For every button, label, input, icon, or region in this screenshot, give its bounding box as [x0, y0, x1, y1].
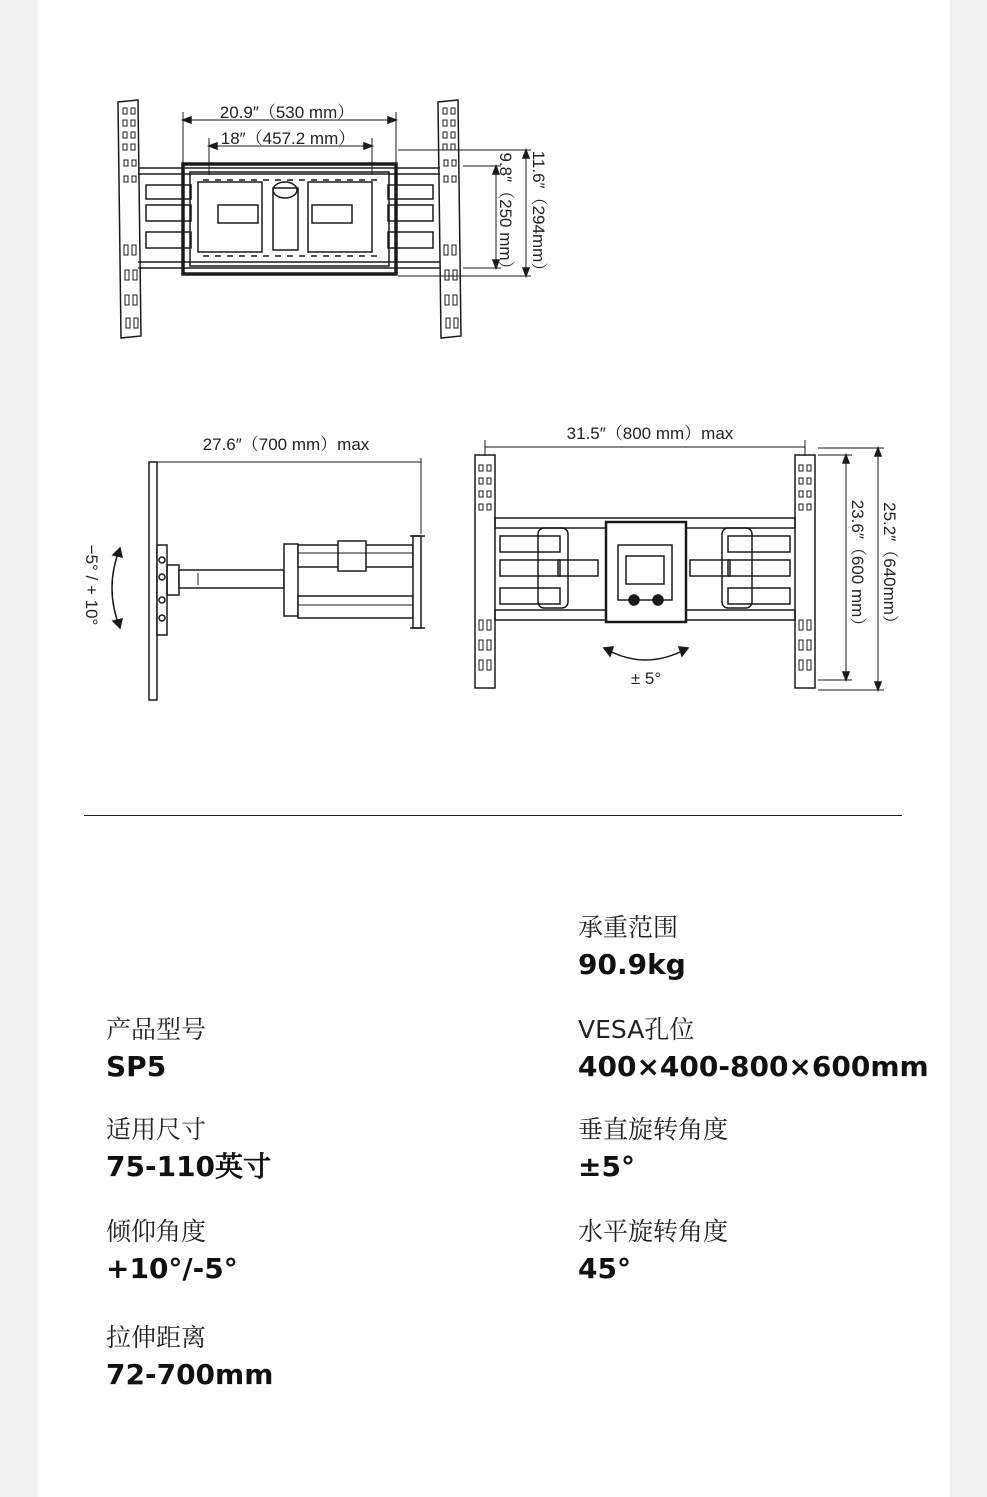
spec-value: 75-110英寸 [106, 1150, 272, 1183]
spec-label: VESA孔位 [578, 1015, 695, 1044]
front-mount-diagram [475, 424, 899, 690]
spec-tilt [106, 1216, 238, 1288]
spec-vesa [578, 1014, 929, 1086]
top-outer-width-label: 20.9″（530 mm） [219, 103, 355, 122]
spec-value: +10°/-5° [106, 1252, 238, 1285]
side-profile-diagram [82, 435, 425, 700]
spec-value: ±5° [578, 1150, 635, 1183]
spec-label: 倾仰角度 [106, 1217, 207, 1246]
spec-extension [106, 1322, 273, 1394]
top-inner-height-label: 9.8″（250 mm） [496, 152, 515, 278]
front-inner-height-label: 23.6″（600 mm） [848, 499, 867, 635]
top-outer-height-label: 11.6″（294mm） [529, 150, 548, 280]
spec-value: 45° [578, 1252, 631, 1285]
spec-value: 90.9kg [578, 948, 686, 981]
spec-vertical-rotation [578, 1114, 728, 1186]
spec-label: 拉伸距离 [106, 1323, 207, 1352]
top-inner-width-label: 18″（457.2 mm） [220, 129, 356, 148]
spec-label: 水平旋转角度 [578, 1217, 729, 1246]
dimension-drawings [38, 0, 950, 800]
spec-value: 72-700mm [106, 1358, 274, 1391]
front-outer-height-label: 25.2″（640mm） [880, 502, 899, 632]
spec-horizontal-rotation [578, 1216, 728, 1288]
spec-load-capacity [578, 912, 686, 984]
spec-label: 承重范围 [578, 913, 679, 942]
side-tilt-label: −5° / + 10° [82, 544, 101, 626]
section-divider [84, 815, 902, 816]
spec-value: SP5 [106, 1050, 167, 1083]
spec-screen-size [106, 1114, 271, 1186]
front-swivel-label: ± 5° [630, 669, 662, 688]
spec-label: 产品型号 [106, 1015, 207, 1044]
spec-value: 400×400-800×600mm [578, 1050, 929, 1083]
spec-model [106, 1014, 206, 1086]
top-mount-diagram [118, 100, 548, 338]
side-extension-label: 27.6″（700 mm）max [202, 435, 370, 454]
spec-label: 适用尺寸 [106, 1115, 207, 1144]
spec-label: 垂直旋转角度 [578, 1115, 729, 1144]
spec-sheet-page [38, 0, 950, 1497]
front-width-label: 31.5″（800 mm）max [566, 424, 734, 443]
